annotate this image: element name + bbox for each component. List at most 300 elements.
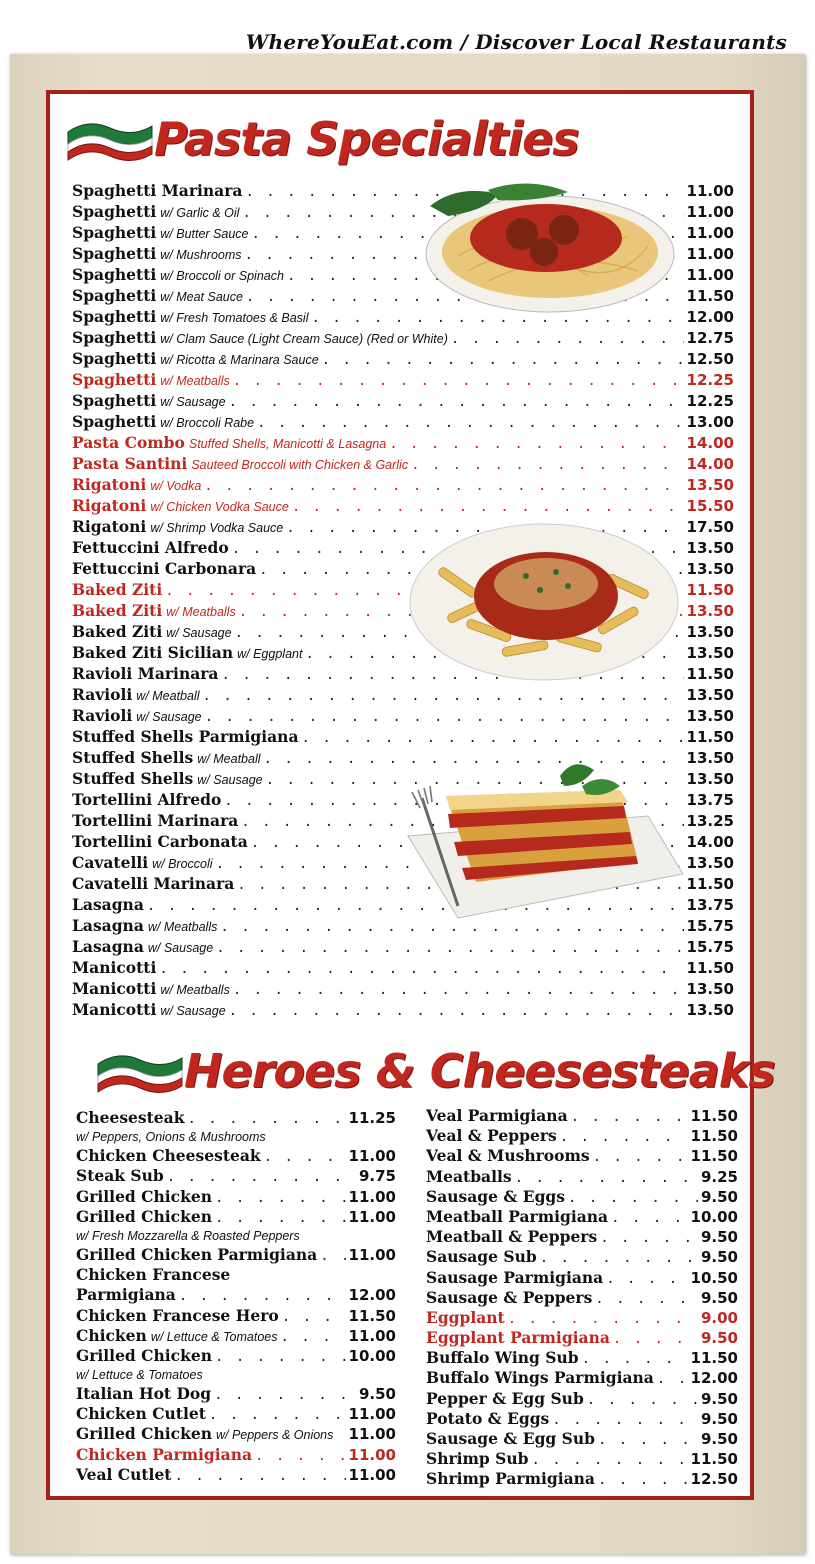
menu-item-price: 11.50 xyxy=(686,665,734,683)
menu-item xyxy=(72,873,734,894)
dot-leader xyxy=(147,896,684,915)
menu-item-price: 9.50 xyxy=(700,1389,738,1408)
dot-leader xyxy=(571,1107,688,1126)
pasta-section-header xyxy=(66,112,579,166)
menu-item xyxy=(72,957,734,978)
menu-item-name: Spaghetti Marinara xyxy=(72,181,243,200)
dot-leader xyxy=(281,1327,346,1346)
dot-leader xyxy=(320,1246,345,1265)
menu-item xyxy=(72,747,734,768)
dot-leader xyxy=(531,1450,687,1469)
dot-leader xyxy=(322,350,684,369)
menu-item-name: Chicken Francese Hero xyxy=(76,1305,279,1325)
menu-item-price: 11.00 xyxy=(348,1147,396,1166)
menu-item-price: 13.50 xyxy=(686,1001,734,1019)
menu-item-name: Chicken xyxy=(76,1325,147,1345)
dot-leader xyxy=(215,1208,346,1227)
menu-item-name: Stuffed Shells xyxy=(72,748,194,767)
menu-item-subtext: w/ Lettuce & Tomatoes xyxy=(76,1368,203,1383)
menu-item-name: Potato & Eggs xyxy=(426,1408,550,1428)
pasta-menu-list xyxy=(72,180,734,1020)
dot-leader xyxy=(606,1269,687,1288)
dot-leader xyxy=(229,392,684,411)
menu-item xyxy=(72,495,734,516)
menu-item-price: 9.50 xyxy=(700,1430,738,1448)
menu-item-name: Grilled Chicken xyxy=(76,1206,212,1226)
menu-item-price: 12.75 xyxy=(686,329,734,347)
menu-item-name: Lasagna xyxy=(72,895,144,914)
dot-leader xyxy=(552,1410,698,1429)
dot-leader xyxy=(311,308,683,327)
dot-leader xyxy=(233,980,684,999)
dot-leader xyxy=(259,560,683,579)
menu-item xyxy=(76,1146,396,1166)
menu-item-price: 11.50 xyxy=(686,581,734,599)
dot-leader xyxy=(232,539,684,558)
menu-item-price: 9.50 xyxy=(700,1228,738,1247)
menu-item-price: 11.00 xyxy=(348,1445,396,1464)
menu-item-name: Spaghetti xyxy=(72,307,157,326)
dot-leader xyxy=(216,854,684,873)
menu-item-name: Chicken Parmigiana xyxy=(76,1444,253,1464)
menu-item xyxy=(426,1146,738,1166)
dot-leader xyxy=(292,497,684,516)
menu-item-name: Spaghetti xyxy=(72,265,157,284)
menu-item-name: Spaghetti xyxy=(72,223,157,242)
menu-item-description: w/ Sausage xyxy=(160,1004,226,1018)
menu-item-price: 12.00 xyxy=(348,1286,396,1305)
menu-item-description: w/ Sausage xyxy=(160,395,226,409)
menu-item-name: Spaghetti xyxy=(72,349,157,368)
menu-item xyxy=(72,558,734,579)
menu-item-price: 15.50 xyxy=(686,497,734,515)
menu-item-description: Sauteed Broccoli with Chicken & Garlic xyxy=(191,458,409,472)
menu-item-price: 15.75 xyxy=(686,938,734,956)
menu-item-name: Spaghetti xyxy=(72,391,157,410)
menu-item xyxy=(72,663,734,684)
site-title: WhereYouEat.com / Discover Local Restaurants xyxy=(245,30,787,54)
menu-item xyxy=(72,978,734,999)
menu-item xyxy=(76,1187,396,1207)
menu-item-price: 13.50 xyxy=(686,560,734,578)
menu-item xyxy=(426,1187,738,1207)
menu-item-price: 12.00 xyxy=(686,308,734,326)
menu-item xyxy=(72,915,734,936)
menu-item-name: Sausage & Peppers xyxy=(426,1287,593,1307)
italian-flag-icon xyxy=(66,116,154,162)
dot-leader xyxy=(508,1309,698,1328)
menu-item-price: 11.00 xyxy=(348,1425,396,1444)
dot-leader xyxy=(287,266,684,285)
menu-item xyxy=(72,600,734,621)
dot-leader xyxy=(209,1405,346,1424)
menu-item-name: Chicken Cutlet xyxy=(76,1404,206,1424)
menu-item-name: Chicken Francese xyxy=(76,1265,231,1285)
menu-item-price: 9.75 xyxy=(358,1167,396,1186)
menu-item-name: Veal Cutlet xyxy=(76,1464,172,1484)
menu-item-name: Lasagna xyxy=(72,916,144,935)
menu-item-name: Grilled Chicken Parmigiana xyxy=(76,1244,318,1264)
menu-item-description: w/ Sausage xyxy=(166,626,232,640)
heroes-section-header xyxy=(96,1044,775,1098)
menu-item-price: 11.00 xyxy=(348,1187,396,1206)
menu-item-name: Rigatoni xyxy=(72,475,147,494)
menu-item xyxy=(72,726,734,747)
menu-item-price: 12.50 xyxy=(686,350,734,368)
menu-item-price: 11.00 xyxy=(348,1245,396,1264)
menu-item-price: 11.50 xyxy=(690,1349,738,1368)
menu-item-price: 10.50 xyxy=(690,1268,738,1287)
menu-item-price: 14.00 xyxy=(686,434,734,452)
menu-item-price: 11.50 xyxy=(686,728,734,746)
menu-item-name: Baked Ziti xyxy=(72,622,163,641)
dot-leader xyxy=(587,1390,698,1409)
menu-item-description: w/ Broccoli Rabe xyxy=(160,416,255,430)
menu-item xyxy=(72,516,734,537)
menu-item-price: 11.50 xyxy=(690,1127,738,1146)
menu-item-description: w/ Peppers & Onions xyxy=(215,1428,334,1443)
menu-item xyxy=(72,390,734,411)
dot-leader xyxy=(613,1329,698,1348)
dot-leader xyxy=(215,1347,346,1366)
menu-item-name: Ravioli Marinara xyxy=(72,664,219,683)
menu-item-price: 10.00 xyxy=(348,1346,396,1365)
menu-item xyxy=(426,1409,738,1429)
dot-leader xyxy=(221,665,683,684)
menu-item xyxy=(426,1227,738,1247)
dot-leader xyxy=(235,623,684,642)
menu-item xyxy=(72,411,734,432)
menu-item-price: 13.50 xyxy=(686,644,734,662)
menu-item-price: 14.00 xyxy=(686,455,734,473)
dot-leader xyxy=(242,203,683,222)
menu-item xyxy=(426,1429,738,1449)
menu-item xyxy=(426,1288,738,1308)
menu-item-price: 11.50 xyxy=(690,1147,738,1166)
menu-item xyxy=(76,1346,396,1366)
menu-item-name: Ravioli xyxy=(72,685,133,704)
menu-item-name: Manicotti xyxy=(72,1000,157,1019)
menu-item-price: 13.50 xyxy=(686,770,734,788)
menu-item-name: Lasagna xyxy=(72,937,144,956)
menu-item-name: Grilled Chicken xyxy=(76,1424,212,1444)
menu-item-description: w/ Garlic & Oil xyxy=(160,206,240,220)
menu-item-name: Eggplant Parmigiana xyxy=(426,1328,610,1348)
menu-item-name: Spaghetti xyxy=(72,286,157,305)
menu-item-description: w/ Sausage xyxy=(197,773,263,787)
menu-item xyxy=(76,1445,396,1465)
menu-item-name: Grilled Chicken xyxy=(76,1186,212,1206)
menu-item xyxy=(76,1326,396,1346)
dot-leader xyxy=(595,1289,698,1308)
dot-leader xyxy=(205,707,684,726)
menu-item-price: 12.50 xyxy=(690,1470,738,1489)
menu-item xyxy=(426,1126,738,1146)
menu-item-description: w/ Meatball xyxy=(197,752,261,766)
dot-leader xyxy=(245,182,683,201)
menu-item-description: w/ Meat Sauce xyxy=(160,290,243,304)
menu-item-price: 13.75 xyxy=(686,791,734,809)
menu-item-description: w/ Mushrooms xyxy=(160,248,242,262)
menu-item-price: 11.00 xyxy=(686,245,734,263)
menu-item xyxy=(76,1285,396,1305)
menu-item-description: w/ Butter Sauce xyxy=(160,227,249,241)
menu-item-price: 11.50 xyxy=(690,1107,738,1125)
menu-item xyxy=(76,1404,396,1424)
menu-item xyxy=(426,1247,738,1267)
menu-item-description: w/ Broccoli or Spinach xyxy=(160,269,284,283)
menu-item xyxy=(76,1465,396,1485)
menu-item xyxy=(72,180,734,201)
menu-item-name: Rigatoni xyxy=(72,517,147,536)
menu-item-description: w/ Meatballs xyxy=(160,374,230,388)
menu-item xyxy=(72,201,734,222)
menu-item xyxy=(72,936,734,957)
heroes-section-title: Heroes & Cheesesteaks xyxy=(184,1044,775,1098)
menu-item-name: Stuffed Shells xyxy=(72,769,194,788)
menu-item-price: 11.25 xyxy=(348,1109,396,1127)
menu-item-name: Shrimp Parmigiana xyxy=(426,1469,595,1489)
menu-item-price: 11.50 xyxy=(686,959,734,977)
menu-item-name: Fettuccini Carbonara xyxy=(72,559,257,578)
menu-item xyxy=(72,369,734,390)
menu-item-description: Stuffed Shells, Manicotti & Lasagna xyxy=(188,437,387,451)
dot-leader xyxy=(233,371,684,390)
dot-leader xyxy=(286,518,683,537)
menu-item-name: Cavatelli Marinara xyxy=(72,874,235,893)
menu-item-name: Ravioli xyxy=(72,706,133,725)
dot-leader xyxy=(515,1168,698,1187)
menu-item xyxy=(426,1449,738,1469)
menu-item-description: w/ Ricotta & Marinara Sauce xyxy=(160,353,319,367)
menu-item xyxy=(72,222,734,243)
heroes-right-list xyxy=(426,1106,738,1490)
dot-leader xyxy=(241,812,683,831)
menu-item-name: Parmigiana xyxy=(76,1285,176,1305)
dot-leader xyxy=(568,1188,698,1207)
dot-leader xyxy=(301,728,683,747)
menu-item xyxy=(72,768,734,789)
menu-item-name: Veal & Mushrooms xyxy=(426,1146,590,1166)
menu-item-price: 9.50 xyxy=(700,1248,738,1267)
menu-item-name: Eggplant xyxy=(426,1307,505,1327)
menu-item-price: 13.50 xyxy=(686,602,734,620)
menu-item xyxy=(72,243,734,264)
menu-item-price: 9.50 xyxy=(700,1409,738,1428)
dot-leader xyxy=(229,1001,684,1020)
menu-item-name: Spaghetti xyxy=(72,328,157,347)
dot-leader xyxy=(167,1167,356,1186)
dot-leader xyxy=(237,875,683,894)
menu-item-price: 13.50 xyxy=(686,686,734,704)
menu-item-name: Tortellini Marinara xyxy=(72,811,239,830)
menu-item-name: Italian Hot Dog xyxy=(76,1384,212,1404)
menu-item-price: 9.00 xyxy=(700,1308,738,1327)
menu-item-price: 11.00 xyxy=(348,1405,396,1424)
menu-item xyxy=(72,348,734,369)
menu-item-name: Sausage Parmigiana xyxy=(426,1267,604,1287)
menu-item-name: Pepper & Egg Sub xyxy=(426,1388,584,1408)
menu-item xyxy=(72,999,734,1020)
dot-leader xyxy=(239,602,684,621)
menu-item-name: Fettuccini Alfredo xyxy=(72,538,229,557)
dot-leader xyxy=(560,1127,688,1146)
menu-item-name: Pasta Santini xyxy=(72,454,188,473)
menu-item xyxy=(76,1265,396,1285)
dot-leader xyxy=(451,329,684,348)
menu-item-price: 11.00 xyxy=(348,1326,396,1345)
menu-item xyxy=(72,642,734,663)
menu-item-name: Rigatoni xyxy=(72,496,147,515)
dot-leader xyxy=(255,1446,346,1465)
menu-item-name: Spaghetti xyxy=(72,370,157,389)
menu-item-name: Steak Sub xyxy=(76,1166,164,1186)
dot-leader xyxy=(224,791,683,810)
menu-item-name: Spaghetti xyxy=(72,202,157,221)
menu-item-name: Shrimp Sub xyxy=(426,1449,529,1469)
dot-leader xyxy=(245,245,684,264)
menu-item-price: 13.50 xyxy=(686,854,734,872)
dot-leader xyxy=(204,476,683,495)
dot-leader xyxy=(216,938,683,957)
menu-item xyxy=(76,1207,396,1227)
menu-item-description: w/ Clam Sauce (Light Cream Sauce) (Red or White) xyxy=(160,332,448,346)
dot-leader xyxy=(251,833,684,852)
menu-item-name: Manicotti xyxy=(72,979,157,998)
menu-item-name: Manicotti xyxy=(72,958,157,977)
menu-item-name: Buffalo Wings Parmigiana xyxy=(426,1368,654,1388)
menu-item-price: 11.00 xyxy=(686,182,734,200)
dot-leader xyxy=(252,224,684,243)
menu-item xyxy=(72,810,734,831)
menu-item-price: 13.50 xyxy=(686,749,734,767)
menu-item-name: Cavatelli xyxy=(72,853,149,872)
page-header xyxy=(0,0,815,54)
menu-item-name: Tortellini Alfredo xyxy=(72,790,222,809)
menu-item xyxy=(76,1424,396,1444)
menu-item-price: 9.50 xyxy=(700,1329,738,1348)
menu-item xyxy=(426,1469,738,1489)
menu-item-price: 9.50 xyxy=(700,1288,738,1307)
menu-item-name: Sausage & Egg Sub xyxy=(426,1429,595,1448)
dot-leader xyxy=(282,1307,346,1326)
menu-item-price: 13.50 xyxy=(686,476,734,494)
menu-item xyxy=(72,831,734,852)
menu-item-price: 12.00 xyxy=(690,1369,738,1388)
menu-item xyxy=(72,432,734,453)
menu-item-price: 9.50 xyxy=(358,1385,396,1404)
menu-item-subtext: w/ Fresh Mozzarella & Roasted Peppers xyxy=(76,1228,300,1243)
menu-item-name: Tortellini Carbonata xyxy=(72,832,248,851)
menu-item-name: Pasta Combo xyxy=(72,433,185,452)
dot-leader xyxy=(540,1248,698,1267)
menu-item xyxy=(72,789,734,810)
menu-item-price: 13.50 xyxy=(686,539,734,557)
menu-item-description: w/ Meatball xyxy=(136,689,200,703)
menu-item-price: 14.00 xyxy=(686,833,734,851)
menu-item-description: w/ Lettuce & Tomatoes xyxy=(150,1329,278,1344)
italian-flag-icon xyxy=(96,1048,184,1094)
dot-leader xyxy=(214,1385,356,1404)
dot-leader xyxy=(593,1147,688,1166)
menu-item-name: Cheesesteak xyxy=(76,1108,185,1127)
menu-item xyxy=(72,327,734,348)
menu-item xyxy=(426,1368,738,1388)
menu-item xyxy=(72,537,734,558)
menu-item-price: 11.00 xyxy=(686,203,734,221)
dot-leader xyxy=(598,1470,688,1489)
menu-item xyxy=(76,1166,396,1186)
dot-leader xyxy=(264,1147,346,1166)
menu-item-name: Veal & Peppers xyxy=(426,1126,557,1146)
menu-item xyxy=(76,1384,396,1404)
menu-item-price: 17.50 xyxy=(686,518,734,536)
menu-item-name: Sausage Sub xyxy=(426,1247,537,1267)
menu-item-name: Grilled Chicken xyxy=(76,1345,212,1365)
dot-leader xyxy=(582,1349,688,1368)
dot-leader xyxy=(598,1430,698,1449)
menu-item-description: w/ Sausage xyxy=(136,710,202,724)
menu-item xyxy=(72,852,734,873)
menu-item-price: 13.75 xyxy=(686,896,734,914)
dot-leader xyxy=(165,581,683,600)
menu-item-name: Baked Ziti Sicilian xyxy=(72,643,234,662)
menu-item-price: 10.00 xyxy=(690,1207,738,1226)
menu-item-description: w/ Meatballs xyxy=(147,920,218,934)
dot-leader xyxy=(179,1286,346,1305)
menu-item xyxy=(72,894,734,915)
menu-item xyxy=(72,579,734,600)
dot-leader xyxy=(600,1228,698,1247)
menu-item-description: w/ Sausage xyxy=(147,941,214,955)
menu-item xyxy=(76,1245,396,1265)
menu-item-description: w/ Fresh Tomatoes & Basil xyxy=(160,311,309,325)
menu-item-price: 9.25 xyxy=(700,1167,738,1186)
dot-leader xyxy=(411,455,683,474)
menu-item-name: Baked Ziti xyxy=(72,580,163,599)
dot-leader xyxy=(174,1466,345,1485)
menu-item-price: 9.50 xyxy=(700,1187,738,1206)
heroes-left-list xyxy=(76,1108,396,1485)
menu-item xyxy=(426,1207,738,1227)
pasta-section-title: Pasta Specialties xyxy=(154,112,579,166)
menu-item-price: 13.00 xyxy=(686,413,734,431)
menu-item-name: Veal Parmigiana xyxy=(426,1106,568,1125)
menu-item xyxy=(426,1106,738,1126)
menu-item-name: Spaghetti xyxy=(72,412,157,431)
menu-item-price: 11.50 xyxy=(690,1450,738,1469)
menu-item xyxy=(72,621,734,642)
menu-item-price: 11.50 xyxy=(686,287,734,305)
menu-item-description: w/ Eggplant xyxy=(237,647,303,661)
menu-item-price: 11.50 xyxy=(348,1306,396,1325)
dot-leader xyxy=(611,1208,687,1227)
menu-item xyxy=(72,306,734,327)
menu-item-name: Meatballs xyxy=(426,1166,512,1186)
menu-item xyxy=(72,705,734,726)
menu-item-price: 12.25 xyxy=(686,392,734,410)
menu-item xyxy=(426,1389,738,1409)
menu-item-description: w/ Meatballs xyxy=(166,605,236,619)
menu-item-name: Sausage & Eggs xyxy=(426,1186,565,1206)
dot-leader xyxy=(215,1188,346,1207)
menu-item xyxy=(72,285,734,306)
menu-item-name: Baked Ziti xyxy=(72,601,163,620)
menu-item xyxy=(426,1348,738,1368)
menu-item-name: Spaghetti xyxy=(72,244,157,263)
dot-leader xyxy=(264,749,684,768)
dot-leader xyxy=(305,644,683,663)
